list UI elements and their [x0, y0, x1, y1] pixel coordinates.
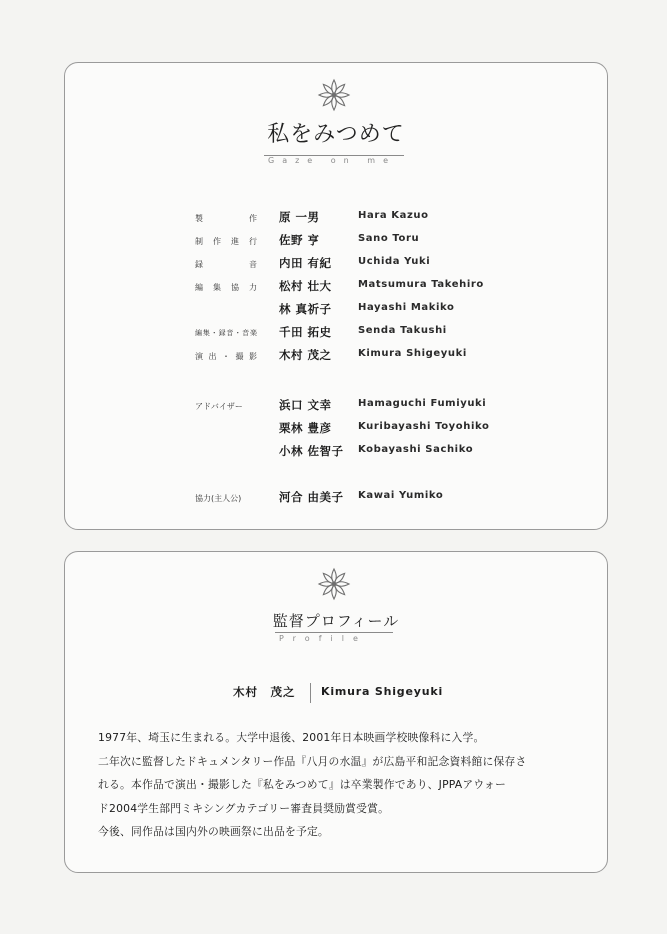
credit-name-ja: 浜口 文幸	[279, 398, 332, 412]
credit-row	[65, 324, 607, 344]
bio-line: 今後、同作品は国内外の映画祭に出品を予定。	[98, 825, 329, 838]
credit-name-en: Kuribayashi Toyohiko	[358, 421, 490, 432]
credit-name-en: Kawai Yumiko	[358, 490, 444, 501]
credit-name-en: Senda Takushi	[358, 325, 447, 336]
credit-name-ja: 河合 由美子	[279, 490, 344, 504]
credit-row	[65, 347, 607, 367]
credit-name-en: Kobayashi Sachiko	[358, 444, 474, 455]
credit-row	[65, 232, 607, 252]
credit-name-en: Uchida Yuki	[358, 256, 431, 267]
credit-name-ja: 栗林 豊彦	[279, 421, 332, 435]
credit-row	[65, 209, 607, 229]
credit-name-en: Hamaguchi Fumiyuki	[358, 398, 487, 409]
credit-row	[65, 397, 607, 417]
flower-ornament-icon	[316, 77, 352, 113]
credit-name-ja: 木村 茂之	[279, 348, 332, 362]
credit-row	[65, 301, 607, 321]
credit-name-ja: 原 一男	[279, 210, 320, 224]
title-rule	[275, 632, 393, 633]
name-divider	[310, 683, 311, 703]
credit-name-en: Sano Toru	[358, 233, 420, 244]
credit-role: 協力(主人公)	[195, 494, 242, 503]
credit-name-en: Hayashi Makiko	[358, 302, 455, 313]
credit-name-en: Matsumura Takehiro	[358, 279, 484, 290]
credit-role: アドバイザー	[195, 402, 243, 411]
credit-name-ja: 松村 壮大	[279, 279, 332, 293]
credit-role: 編集・録音・音楽	[195, 329, 257, 337]
credit-name-ja: 佐野 亨	[279, 233, 320, 247]
profile-title: 監督プロフィール	[272, 612, 400, 630]
credit-name-ja: 林 真祈子	[279, 302, 332, 316]
credit-name-ja: 小林 佐智子	[279, 444, 344, 458]
credit-name-en: Hara Kazuo	[358, 210, 429, 221]
bio-line: れる。本作品で演出・撮影した『私をみつめて』は卒業製作であり、JPPAアウォー	[98, 778, 506, 791]
credit-role: 製作	[195, 214, 257, 223]
film-title-english: Gaze on me	[268, 156, 396, 165]
credit-row	[65, 489, 607, 509]
credit-row	[65, 278, 607, 298]
bio-line: 1977年、埼玉に生まれる。大学中退後、2001年日本映画学校映像科に入学。	[98, 731, 485, 744]
credit-name-en: Kimura Shigeyuki	[358, 348, 467, 359]
credits-panel	[64, 62, 608, 530]
credit-role: 録音	[195, 260, 257, 269]
credit-role: 編集協力	[195, 283, 257, 292]
credit-name-ja: 内田 有紀	[279, 256, 332, 270]
profile-panel	[64, 551, 608, 873]
credit-role: 制作進行	[195, 237, 257, 246]
profile-title-english: Profile	[279, 634, 367, 643]
credit-role: 演出・撮影	[195, 352, 257, 361]
director-biography	[98, 726, 588, 844]
credit-name-ja: 千田 拓史	[279, 325, 332, 339]
bio-line: 二年次に監督したドキュメンタリー作品『八月の水温』が広島平和記念資料館に保存さ	[98, 754, 527, 768]
film-title: 私をみつめて	[267, 122, 405, 147]
director-name-en: Kimura Shigeyuki	[321, 685, 444, 698]
director-name-ja: 木村 茂之	[233, 685, 296, 699]
credit-row	[65, 255, 607, 275]
director-name	[65, 683, 607, 703]
credit-row	[65, 443, 607, 463]
bio-line: ド2004学生部門ミキシングカテゴリー審査員奨励賞受賞。	[98, 801, 390, 815]
flower-ornament-icon	[316, 566, 352, 602]
credit-row	[65, 420, 607, 440]
